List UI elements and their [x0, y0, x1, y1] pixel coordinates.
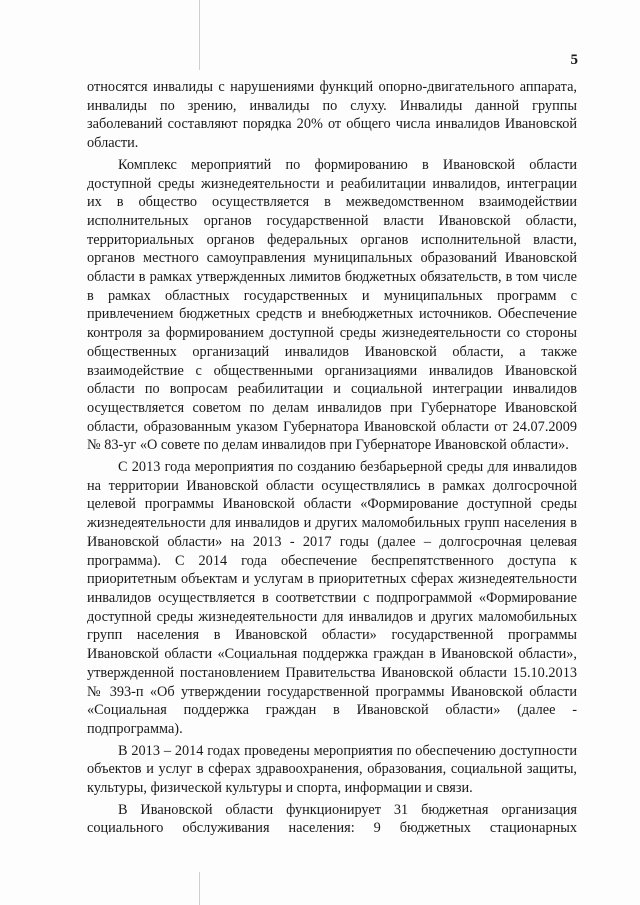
paragraph-social-organizations: В Ивановской области функционирует 31 бюджетная организация социального обслуживания населения: 9 бюджетных стационарных [87, 801, 577, 837]
paragraph-disability-groups: относятся инвалиды с нарушениями функций опорно-двигательного аппарата, инвалиды по зрению, инвалиды по слуху. Инвалиды данной группы заболеваний составляют порядка 20% от общего числа инвалидов Ивановской области. [87, 79, 577, 152]
page-number: 5 [570, 52, 578, 68]
body-text [87, 78, 577, 841]
paragraph-programs-2013: С 2013 года мероприятия по созданию безбарьерной среды для инвалидов на территории Ивановской области осуществлялись в рамках долгосрочной целевой программы Ивановской области «Формирование доступной среды жизнедеятельности для инвалидов и других маломобильных групп населения в Ивановской области» на 2013 - 2017 годы (далее – долгосрочная целевая программа). С 2014 года обеспечение беспрепятственного доступа к приоритетным объектам и услугам в приоритетных сферах жизнедеятельности инвалидов осуществляется в соответствии с подпрограммой «Формирование доступной среды жизнедеятельности для инвалидов и других маломобильных групп населения в Ивановской области» государственной программы Ивановской области «Социальная поддержка граждан в Ивановской области», утвержденной постановлением Правительства Ивановской области 15.10.2013 № 393-п «Об утверждении государственной программы Ивановской области «Социальная поддержка граждан в Ивановской области» (далее - подпрограмма). [87, 459, 577, 737]
paragraph-measures-2013-2014: В 2013 – 2014 годах проведены мероприятия по обеспечению доступности объектов и услуг в сферах здравоохранения, образования, социальной защиты, культуры, физической культуры и спорта, информации и связи. [87, 742, 577, 797]
paragraph-measures-complex: Комплекс мероприятий по формированию в Ивановской области доступной среды жизнедеятельности и реабилитации инвалидов, интеграции их в общество осуществляется в межведомственном взаимодействии исполнительных органов государственной власти Ивановской области, территориальных органов федеральных органов исполнительной власти, органов местного самоуправления муниципальных образований Ивановской области в рамках утвержденных лимитов бюджетных обязательств, в том числе в рамках областных государственных и муниципальных программ с привлечением бюджетных средств и внебюджетных источников. Обеспечение контроля за формированием доступной среды жизнедеятельности со стороны общественных организаций инвалидов Ивановской области, а также взаимодействие с общественными организациями инвалидов Ивановской области по вопросам реабилитации и социальной интеграции инвалидов осуществляется советом по делам инвалидов при Губернаторе Ивановской области, образованным указом Губернатора Ивановской области от 24.07.2009 № 83-уг «О совете по делам инвалидов при Губернаторе Ивановской области». [87, 156, 577, 454]
fold-line-top [199, 0, 200, 70]
fold-line-bottom [199, 872, 200, 905]
